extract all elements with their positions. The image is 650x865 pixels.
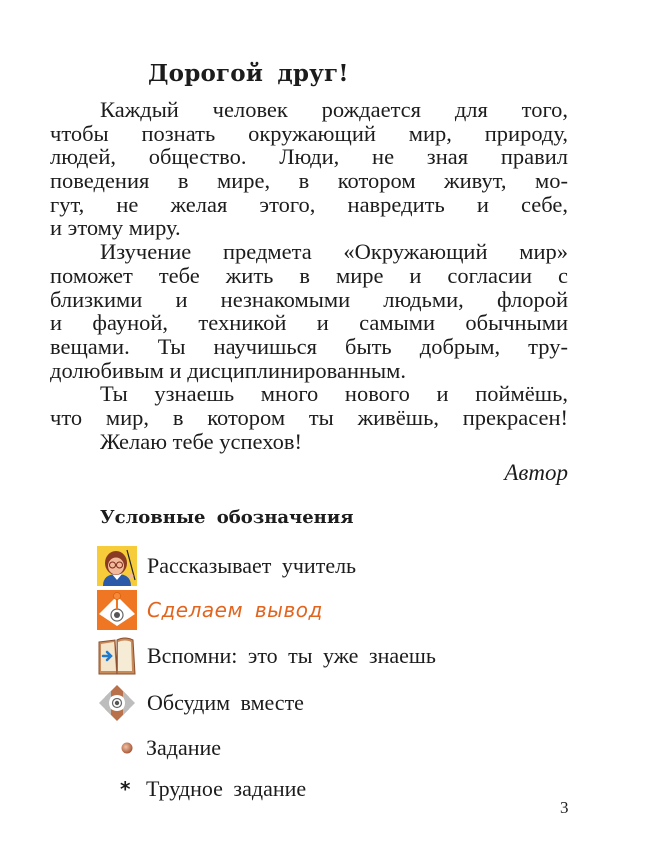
text-line: гут, не желая этого, навредить и себе,	[50, 191, 568, 217]
text-line: чтобы познать окружающий мир, природу,	[50, 120, 568, 146]
text-line: и этому миру.	[50, 215, 181, 241]
letter-body	[50, 98, 568, 453]
text-line: людей, общество. Люди, не зная правил	[50, 144, 568, 170]
legend-item-remember	[97, 636, 436, 676]
conclusion-icon	[97, 590, 137, 630]
task-bullet-icon	[120, 741, 134, 755]
discuss-together-icon	[97, 683, 137, 723]
book-remember-icon	[97, 636, 137, 676]
text-line: и фауной, техникой и самыми обычными	[50, 310, 568, 336]
text-line: близкими и незнакомыми людьми, флорой	[50, 286, 568, 312]
legend-item-teacher	[97, 546, 356, 586]
teacher-icon	[97, 546, 137, 586]
legend-label: Вспомни: это ты уже знаешь	[147, 643, 436, 668]
legend-label: Обсудим вместе	[147, 690, 304, 715]
text-line: Ты узнаешь много нового и поймёшь,	[100, 381, 568, 407]
text-line: долюбивым и дисциплинированным.	[50, 357, 407, 383]
text-line: Каждый человек рождается для того,	[100, 97, 568, 122]
asterisk-icon: *	[120, 777, 131, 801]
legend-label: Рассказывает учитель	[147, 553, 357, 578]
legend-label: Трудное задание	[146, 776, 307, 801]
page-title: Дорогой друг!	[148, 60, 349, 87]
page-number: 3	[560, 798, 569, 817]
text-line: вещами. Ты научишься быть добрым, тру-	[50, 333, 568, 359]
legend-item-discuss	[97, 683, 304, 723]
legend-item-hard-task	[120, 776, 306, 802]
text-line: Желаю тебе успехов!	[100, 428, 302, 454]
author-signature: Автор	[504, 460, 568, 485]
text-line: поведения в мире, в котором живут, мо-	[50, 168, 568, 194]
legend-item-conclusion	[97, 590, 323, 630]
legend-label: Задание	[146, 735, 222, 760]
text-line: Изучение предмета «Окружающий мир»	[100, 239, 568, 265]
legend-title: Условные обозначения	[100, 507, 354, 528]
legend-label: Сделаем вывод	[147, 598, 323, 622]
legend-item-task	[120, 735, 221, 761]
text-line: что мир, в котором ты живёшь, прекрасен!	[50, 404, 568, 430]
text-line: поможет тебе жить в мире и согласии с	[50, 262, 568, 288]
